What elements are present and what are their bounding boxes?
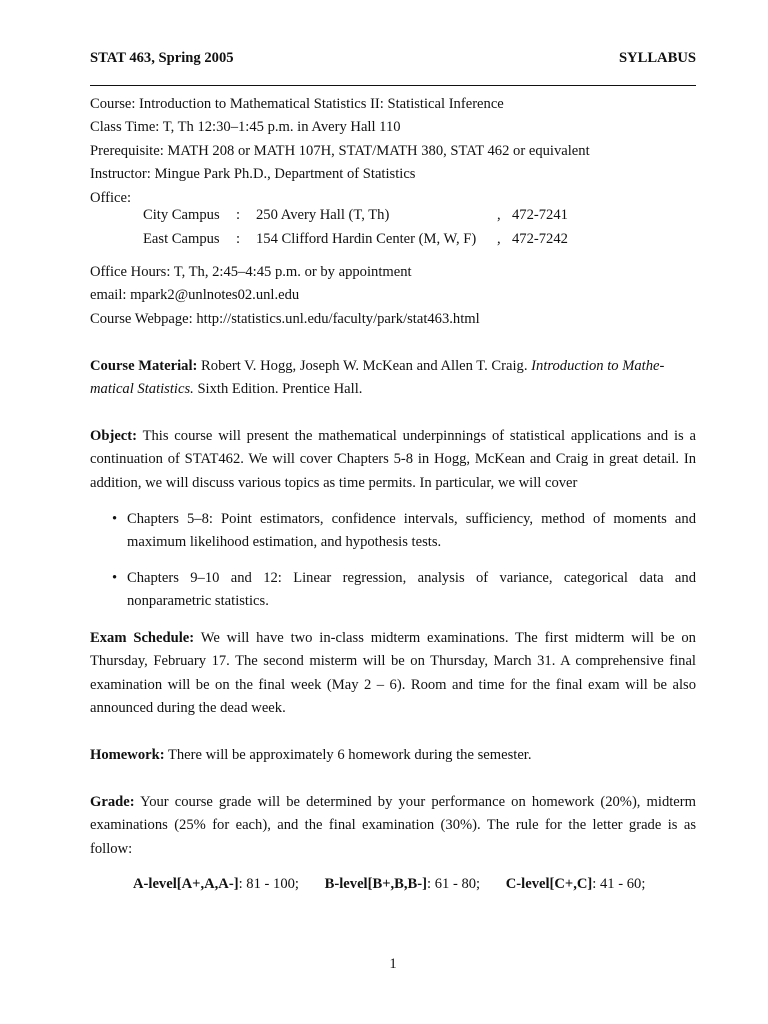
grade-level-c [506, 876, 646, 892]
office-campus: City Campus [143, 207, 220, 223]
course-material-edition: Sixth Edition. Prentice Hall. [197, 381, 363, 398]
list-item-text: Chapters 5–8: Point estimators, confidence intervals, sufficiency, method of moments and maximum likelihood estimation, and hypothesis tests. [127, 511, 696, 551]
list-item [90, 567, 696, 614]
course-material-label: Course Material: [90, 358, 198, 374]
instructor-line: Instructor: Mingue Park Ph.D., Department of Statistics [90, 166, 416, 183]
object-text: This course will present the mathematical underpinnings of statistical applications and is a continuation of STAT462. We will cover Chapters 5-8 in Hogg, McKean and Craig in great detail. In addition, we will discuss various topics as time permits. In particular, we will cover [90, 428, 697, 491]
office-separator: : [236, 207, 241, 223]
homework-label: Homework: [90, 747, 165, 763]
office-location: 250 Avery Hall (T, Th) [256, 207, 390, 223]
office-label: Office: [90, 189, 132, 206]
header-rule [90, 85, 696, 86]
office-location: 154 Clifford Hardin Center (M, W, F) [256, 231, 477, 247]
homework-paragraph [90, 744, 696, 767]
office-phone: 472-7241 [512, 207, 568, 223]
prerequisite-line: Prerequisite: MATH 208 or MATH 107H, STAT/MATH 380, STAT 462 or equivalent [90, 142, 590, 159]
grade-level-range: : 61 - 80; [427, 876, 481, 892]
object-label: Object: [90, 428, 138, 444]
office-campus: East Campus [143, 231, 220, 247]
course-material-paragraph [90, 355, 696, 402]
exam-schedule-paragraph [90, 627, 696, 721]
topic-list [90, 508, 696, 555]
topic-list-2 [90, 567, 696, 614]
syllabus-page [90, 0, 696, 1024]
grade-level-label: B-level[B+,B,B-] [324, 876, 427, 892]
grade-level-label: C-level[C+,C] [505, 876, 593, 892]
office-phone: 472-7242 [512, 231, 568, 247]
grade-text: Your course grade will be determined by your performance on homework (20%), midterm examinations (25% for each), and the final examination (30%). The rule for the letter grade is as follow: [90, 794, 696, 857]
object-paragraph [90, 425, 696, 495]
office-comma: , [497, 231, 501, 247]
grade-levels [133, 873, 667, 896]
contact-info [90, 261, 696, 331]
grade-level-range: : 41 - 60; [592, 876, 646, 892]
exam-schedule-text: We will have two in-class midterm examinations. The first midterm will be on Thursday, February 17. The second misterm will be on Thursday, March 31. A comprehensive final examination will be on the final week (May 2 – 6). Room and time for the final exam will be also announced during the dead week. [90, 630, 696, 717]
office-hours-line: Office Hours: T, Th, 2:45–4:45 p.m. or by appointment [90, 264, 412, 280]
office-table [90, 203, 696, 251]
grade-paragraph [90, 791, 696, 861]
grade-level-label: A-level[A+,A,A-] [133, 876, 239, 892]
course-material-authors: Robert V. Hogg, Joseph W. McKean and Allen T. Craig. [201, 358, 528, 374]
bullet-icon: • [112, 570, 118, 586]
list-item-text: Chapters 9–10 and 12: Linear regression, analysis of variance, categorical data and nonparametric statistics. [127, 570, 696, 610]
course-line: Course: Introduction to Mathematical Statistics II: Statistical Inference [90, 96, 504, 112]
webpage-line: Course Webpage: http://statistics.unl.edu/faculty/park/stat463.html [90, 310, 480, 327]
office-comma: , [497, 207, 501, 223]
grade-label: Grade: [90, 794, 135, 810]
exam-schedule-label: Exam Schedule: [90, 630, 195, 646]
bullet-icon: • [112, 511, 118, 527]
grade-level-a [133, 876, 299, 892]
course-material-title: Introduction to Mathe- [531, 358, 665, 374]
header-course-term: STAT 463, Spring 2005 [90, 50, 234, 66]
class-time-line: Class Time: T, Th 12:30–1:45 p.m. in Avery Hall 110 [90, 119, 401, 136]
course-info [90, 93, 696, 210]
grade-level-b [325, 876, 480, 892]
email-line: email: mpark2@unlnotes02.unl.edu [90, 287, 300, 304]
list-item [90, 508, 696, 555]
header-syllabus-label: SYLLABUS [618, 50, 696, 66]
office-separator: : [236, 231, 241, 247]
course-material-title-cont: matical Statistics. [90, 381, 194, 398]
grade-level-range: : 81 - 100; [238, 876, 299, 892]
homework-text: There will be approximately 6 homework during the semester. [167, 747, 532, 763]
page-number: 1 [389, 956, 397, 972]
